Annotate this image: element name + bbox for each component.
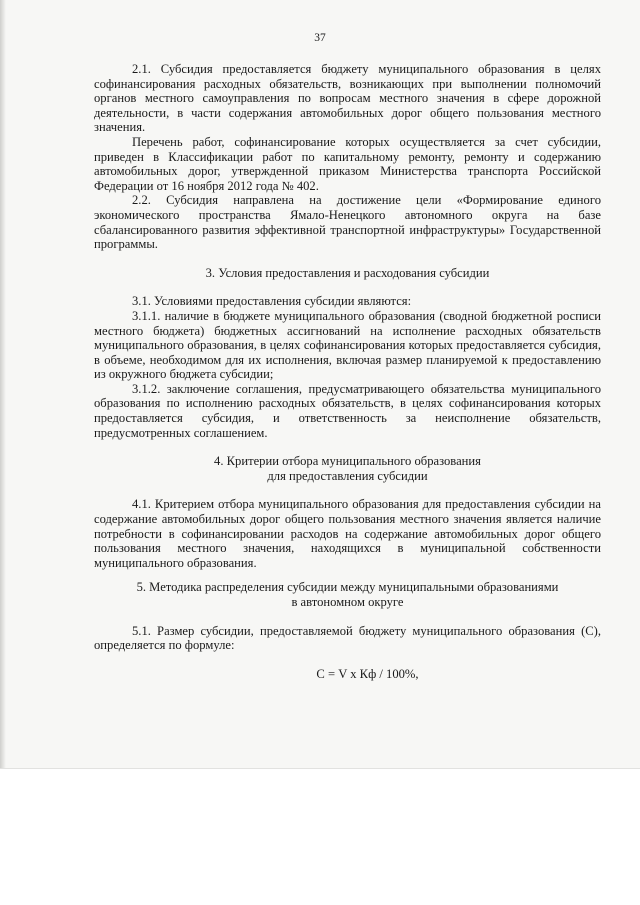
section-4-heading-line2: для предоставления субсидии — [267, 468, 428, 483]
paragraph-2-1: 2.1. Субсидия предоставляется бюджету муниципального образования в целях софинансирования расходных обязательств, возникающих при выполнении полномочий органов местного самоуправления по вопросам местного значения в сфере дорожной деятельности, в части содержания автомобильных дорог общего пользования местного значения. — [94, 62, 601, 135]
section-4-heading-line1: 4. Критерии отбора муниципального образования — [214, 454, 481, 469]
section-5-heading-line1: 5. Методика распределения субсидии между муниципальными образованиями — [136, 580, 559, 595]
document-body — [94, 62, 601, 681]
scan-edge-shadow — [0, 0, 6, 768]
paragraph-4-1: 4.1. Критерием отбора муниципального образования для предоставления субсидии на содержание автомобильных дорог общего пользования местного значения является наличие потребности в софинансировании расходов на содержание автомобильных дорог общего пользования местного значения, находящихся в муниципальной собственности муниципального образования. — [94, 497, 601, 570]
page-number: 37 — [314, 32, 326, 44]
paragraph-3-1-1: 3.1.1. наличие в бюджете муниципального образования (сводной бюджетной росписи местного бюджета) бюджетных ассигнований на исполнение расходных обязательств муниципального образования, в целях софинансирования которых предоставляется субсидия, в объеме, необходимом для их исполнения, включая размер планируемой к предоставлению из окружного бюджета субсидии; — [94, 308, 601, 382]
paragraph-5-1: 5.1. Размер субсидии, предоставляемой бюджету муниципального образования (С), определяется по формуле: — [94, 623, 601, 653]
section-3-heading: 3. Условия предоставления и расходования субсидии — [205, 265, 490, 280]
section-5-heading-line2: в автономном округе — [291, 595, 404, 609]
paragraph-2-2: 2.2. Субсидия направлена на достижение цели «Формирование единого экономического пространства Ямало-Ненецкого автономного округа на базе сбалансированного развития эффективной транспортной инфраструктуры» Государственной программы. — [94, 193, 601, 252]
paragraph-3-1: 3.1. Условиями предоставления субсидии являются: — [132, 294, 412, 309]
subsidy-formula: С = V х Кф / 100%, — [316, 666, 419, 681]
paragraph-works-list: Перечень работ, софинансирование которых осуществляется за счет субсидии, приведен в Классификации работ по капитальному ремонту, ремонту и содержанию автомобильных дорог, утвержденной приказом Министерства транспорта Российской Федерации от 16 ноября 2012 года № 402. — [94, 134, 601, 193]
paragraph-3-1-2: 3.1.2. заключение соглашения, предусматривающего обязательства муниципального образования по исполнению расходных обязательств, в целях софинансирования которых предоставляется субсидия, и ответственность за неисполнение обязательств, предусмотренных соглашением. — [94, 381, 601, 440]
